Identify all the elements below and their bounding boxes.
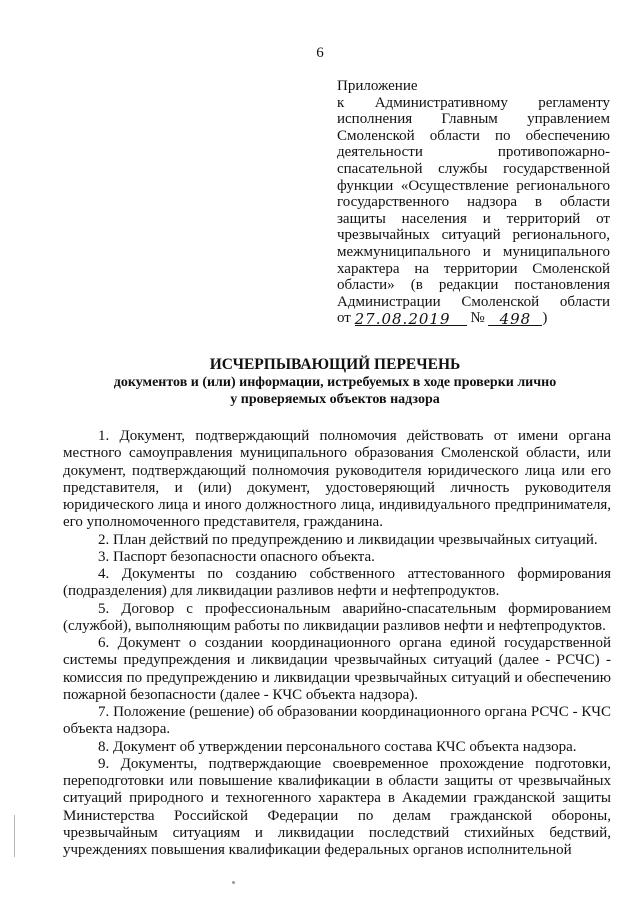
number-prefix: № [470,310,485,327]
appendix-line: защиты населения и территорий от [337,210,610,227]
appendix-line: чрезвычайных ситуаций регионального, [337,227,610,244]
appendix-date-line [337,310,610,327]
document-body [63,428,611,859]
list-item: 6. Документ о создании координационного органа единой государственной системы предупреждения и ликвидации чрезвычайных ситуаций (далее - РСЧС) - комиссия по предупреждению и ликвидации чрезвычайных ситуаций и обеспечению пожарной безопасности (далее - КЧС объекта надзора). [63,635,611,703]
list-item: 7. Положение (решение) об образовании координационного органа РСЧС - КЧС объекта надзора. [63,704,611,738]
appendix-line: Смоленской области по обеспечению [337,127,610,144]
appendix-line: Администрации Смоленской области [337,293,610,310]
list-item: 3. Паспорт безопасности опасного объекта. [98,548,375,565]
document-title: ИСЧЕРПЫВАЮЩИЙ ПЕРЕЧЕНЬ [209,356,461,373]
appendix-line: области» (в редакции постановления [337,277,610,294]
document-subtitle-line-2: у проверяемых объектов надзора [230,392,440,407]
handwritten-date: 27.08.2019 [354,310,451,329]
appendix-line: государственного надзора в области [337,194,610,211]
scan-margin-line [14,815,15,857]
list-item: 5. Договор с профессиональным аварийно-спасательным формированием (службой), выполняющим работы по ликвидации разливов нефти и нефтепродуктов. [63,600,611,634]
scan-speck [232,881,235,884]
appendix-line: к Административному регламенту [337,94,610,111]
appendix-line: функции «Осуществление регионального [337,177,610,194]
appendix-line: Приложение [337,78,418,94]
date-field [354,310,467,329]
number-field [488,310,542,329]
list-item: 1. Документ, подтверждающий полномочия действовать от имени органа местного самоуправления муниципального образования Смоленской области, или документ, подтверждающий полномочия руководителя юридического лица или его представителя, и (или) документ, удостоверяющий личность руководителя юридического лица и иного должностного лица, индивидуального предпринимателя, его уполномоченного представителя, гражданина. [63,428,611,531]
handwritten-number: 498 [499,310,532,329]
list-item: 2. План действий по предупреждению и ликвидации чрезвычайных ситуаций. [98,531,598,548]
appendix-line: деятельности противопожарно- [337,144,610,161]
page-number: 6 [316,45,324,61]
list-item: 8. Документ об утверждении персонального состава КЧС объекта надзора. [98,738,577,755]
close-paren: ) [542,310,548,327]
appendix-line: характера на территории Смоленской [337,260,610,277]
appendix-line: исполнения Главным управлением [337,111,610,128]
appendix-line: межмуниципального и муниципального [337,243,610,260]
appendix-line: спасательной службы государственной [337,160,610,177]
date-prefix: от [337,310,351,327]
appendix-block [337,78,610,327]
list-item: 9. Документы, подтверждающие своевременное прохождение подготовки, переподготовки или повышение квалификации в области защиты от чрезвычайных ситуаций природного и техногенного характера в Академии гражданской защиты Министерства Российской Федерации по делам гражданской обороны, чрезвычайным ситуациям и ликвидации последствий стихийных бедствий, учреждениях повышения квалификации федеральных органов исполнительной [63,755,611,858]
document-subtitle-line-1: документов и (или) информации, истребуемых в ходе проверки лично [113,375,557,390]
list-item: 4. Документы по созданию собственного аттестованного формирования (подразделения) для ликвидации разливов нефти и нефтепродуктов. [63,566,611,600]
